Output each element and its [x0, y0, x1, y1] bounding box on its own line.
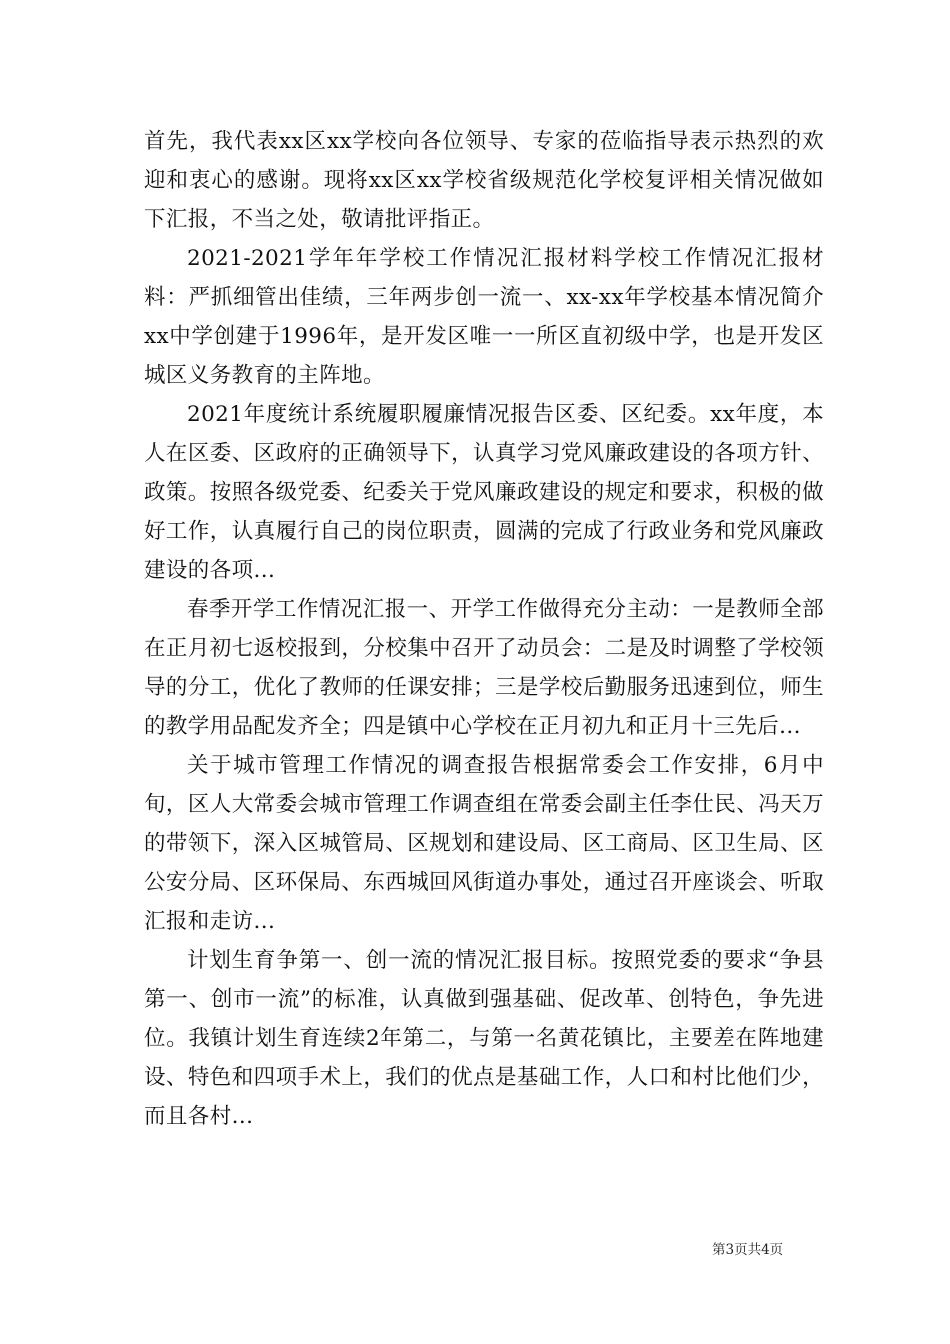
paragraph-spring-semester: 春季开学工作情况汇报一、开学工作做得充分主动：一是教师全部在正月初七返校报到，分校集中召开了动员会：二是及时调整了学校领导的分工，优化了教师的任课安排；三是学校后勤服务迅速到位，师生的教学用品配发齐全；四是镇中心学校在正月初九和正月十三先后... [144, 597, 824, 739]
paragraph-city-management: 关于城市管理工作情况的调查报告根据常委会工作安排，6月中旬，区人大常委会城市管理工作调查组在常委会副主任李仕民、冯天万的带领下，深入区城管局、区规划和建设局、区工商局、区卫生局、区公安分局、区环保局、东西城回风街道办事处，通过召开座谈会、听取汇报和走访... [144, 753, 824, 934]
paragraph-school-report: 2021-2021学年年学校工作情况汇报材料学校工作情况汇报材料：严抓细管出佳绩，三年两步创一流一、xx-xx年学校基本情况简介xx中学创建于1996年，是开发区唯一一所区直初级中学，也是开发区城区义务教育的主阵地。 [144, 246, 824, 388]
page-number: 第3页共4页 [712, 1242, 784, 1258]
document-body [144, 122, 824, 1136]
paragraph-intro: 首先，我代表xx区xx学校向各位领导、专家的莅临指导表示热烈的欢迎和衷心的感谢。现将xx区xx学校省级规范化学校复评相关情况做如下汇报，不当之处，敬请批评指正。 [144, 129, 824, 232]
paragraph-statistics-report: 2021年度统计系统履职履廉情况报告区委、区纪委。xx年度，本人在区委、区政府的正确领导下，认真学习党风廉政建设的各项方针、政策。按照各级党委、纪委关于党风廉政建设的规定和要求，积极的做好工作，认真履行自己的岗位职责，圆满的完成了行政业务和党风廉政建设的各项... [144, 402, 824, 583]
paragraph-family-planning: 计划生育争第一、创一流的情况汇报目标。按照党委的要求“争县第一、创市一流”的标准，认真做到强基础、促改革、创特色，争先进位。我镇计划生育连续2年第二，与第一名黄花镇比，主要差在阵地建设、特色和四项手术上，我们的优点是基础工作，人口和村比他们少，而且各村... [144, 948, 824, 1129]
